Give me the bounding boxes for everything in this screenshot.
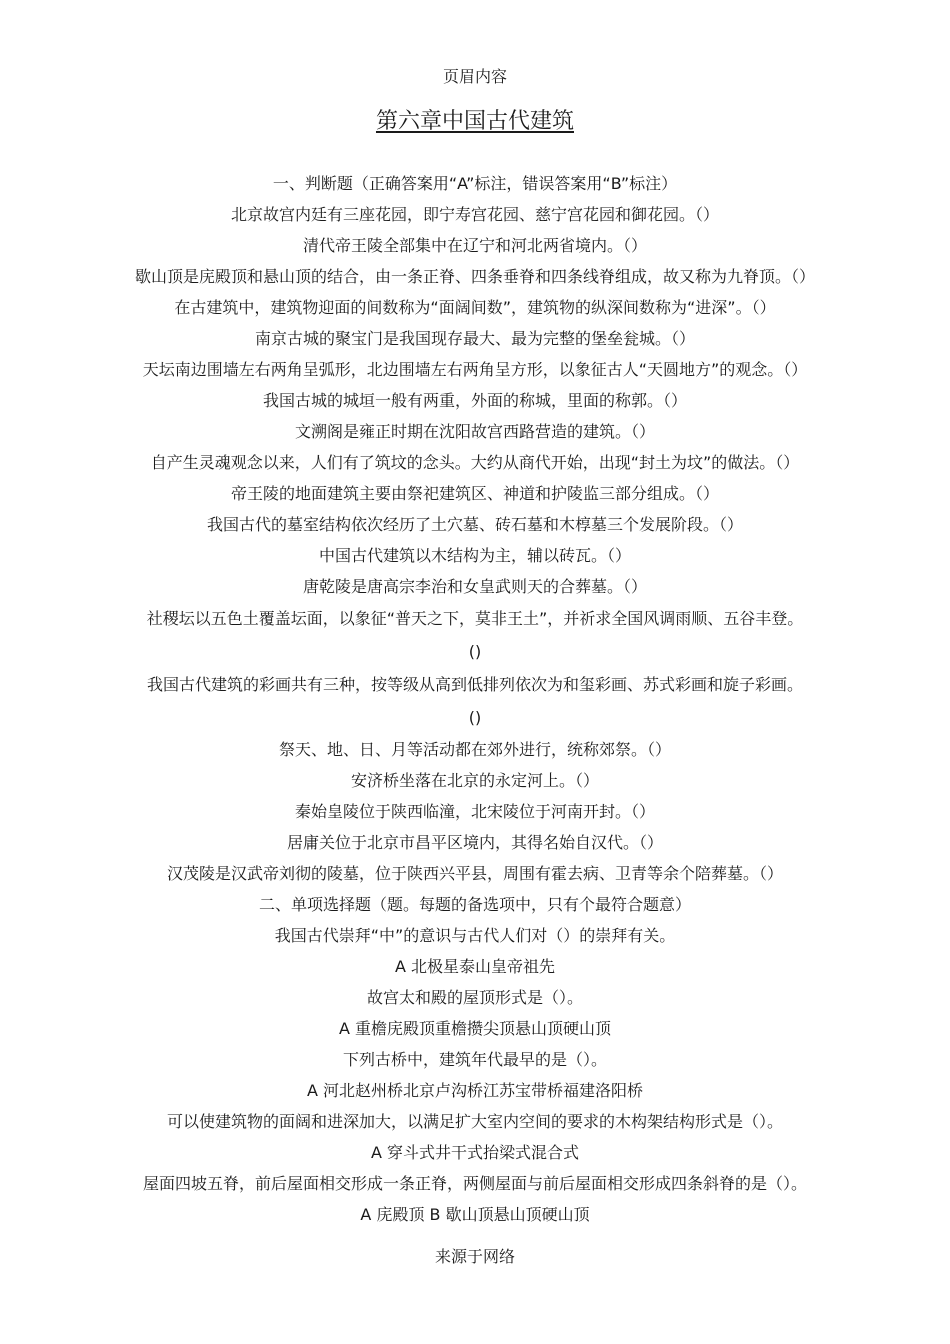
question-line: 文溯阁是雍正时期在沈阳故宫西路营造的建筑。（） [294, 422, 655, 441]
choice-options: A 重檐庑殿顶重檐攒尖顶悬山顶硬山顶 [338, 1019, 612, 1038]
question-line: 故宫太和殿的屋顶形式是（）。 [366, 988, 583, 1007]
question-line: 汉茂陵是汉武帝刘彻的陵墓，位于陕西兴平县，周围有霍去病、卫青等余个陪葬墓。（） [166, 864, 783, 883]
choice-options: A 河北赵州桥北京卢沟桥江苏宝带桥福建洛阳桥 [306, 1081, 644, 1100]
answer-blank: () [468, 642, 482, 661]
question-line: 可以使建筑物的面阔和进深加大，以满足扩大室内空间的要求的木构架结构形式是（）。 [166, 1112, 783, 1131]
question-line: 中国古代建筑以木结构为主，辅以砖瓦。（） [318, 546, 631, 565]
choice-options: A 北极星泰山皇帝祖先 [394, 957, 556, 976]
question-line: 我国古城的城垣一般有两重，外面的称城，里面的称郭。（） [262, 391, 687, 410]
question-line: 安济桥坐落在北京的永定河上。（） [350, 771, 599, 790]
question-line: 我国古代建筑的彩画共有三种，按等级从高到低排列依次为和玺彩画、苏式彩画和旋子彩画。 [146, 675, 803, 694]
question-line: 帝王陵的地面建筑主要由祭祀建筑区、神道和护陵监三部分组成。（） [230, 484, 719, 503]
choice-options: A 穿斗式井干式抬梁式混合式 [370, 1143, 580, 1162]
question-list [60, 168, 890, 1230]
question-line: 秦始皇陵位于陕西临潼，北宋陵位于河南开封。（） [294, 802, 655, 821]
page-footer: 来源于网络 [434, 1247, 515, 1266]
choice-options: A 庑殿顶 B 歇山顶悬山顶硬山顶 [360, 1205, 590, 1224]
question-line: 南京古城的聚宝门是我国现存最大、最为完整的堡垒瓮城。（） [254, 329, 695, 348]
question-line: 祭天、地、日、月等活动都在郊外进行，统称郊祭。（） [278, 740, 671, 759]
question-line: 自产生灵魂观念以来，人们有了筑坟的念头。大约从商代开始，出现“封土为坟”的做法。（） [150, 453, 800, 472]
question-line: 居庸关位于北京市昌平区境内，其得名始自汉代。（） [286, 833, 663, 852]
question-line: 社稷坛以五色土覆盖坛面，以象征“普天之下，莫非王土”，并祈求全国风调雨顺、五谷丰登。 [146, 609, 804, 628]
chapter-title: 第六章中国古代建筑 [375, 109, 574, 134]
question-line: 唐乾陵是唐高宗李治和女皇武则天的合葬墓。（） [302, 577, 647, 596]
page-header: 页眉内容 [442, 67, 507, 86]
question-line: 我国古代的墓室结构依次经历了土穴墓、砖石墓和木椁墓三个发展阶段。（） [206, 515, 743, 534]
question-line: 歇山顶是庑殿顶和悬山顶的结合，由一条正脊、四条垂脊和四条线脊组成，故又称为九脊顶。（） [134, 267, 815, 286]
question-line: 天坛南边围墙左右两角呈弧形，北边围墙左右两角呈方形，以象征古人“天圆地方”的观念。（） [142, 360, 808, 379]
question-line: 在古建筑中，建筑物迎面的间数称为“面阔间数”，建筑物的纵深间数称为“进深”。（） [174, 298, 776, 317]
answer-blank: () [468, 708, 482, 727]
section-heading-true-false: 一、判断题（正确答案用“A”标注，错误答案用“B”标注） [272, 174, 678, 193]
question-line: 下列古桥中，建筑年代最早的是（）。 [342, 1050, 607, 1069]
question-line: 屋面四坡五脊，前后屋面相交形成一条正脊，两侧屋面与前后屋面相交形成四条斜脊的是（）。 [142, 1174, 807, 1193]
question-line: 清代帝王陵全部集中在辽宁和河北两省境内。（） [302, 236, 647, 255]
question-line: 北京故宫内廷有三座花园，即宁寿宫花园、慈宁宫花园和御花园。（） [230, 205, 719, 224]
question-line: 我国古代崇拜“中”的意识与古代人们对（）的崇拜有关。 [274, 926, 676, 945]
section-heading-single-choice: 二、单项选择题（题。每题的备选项中，只有个最符合题意） [258, 895, 691, 914]
